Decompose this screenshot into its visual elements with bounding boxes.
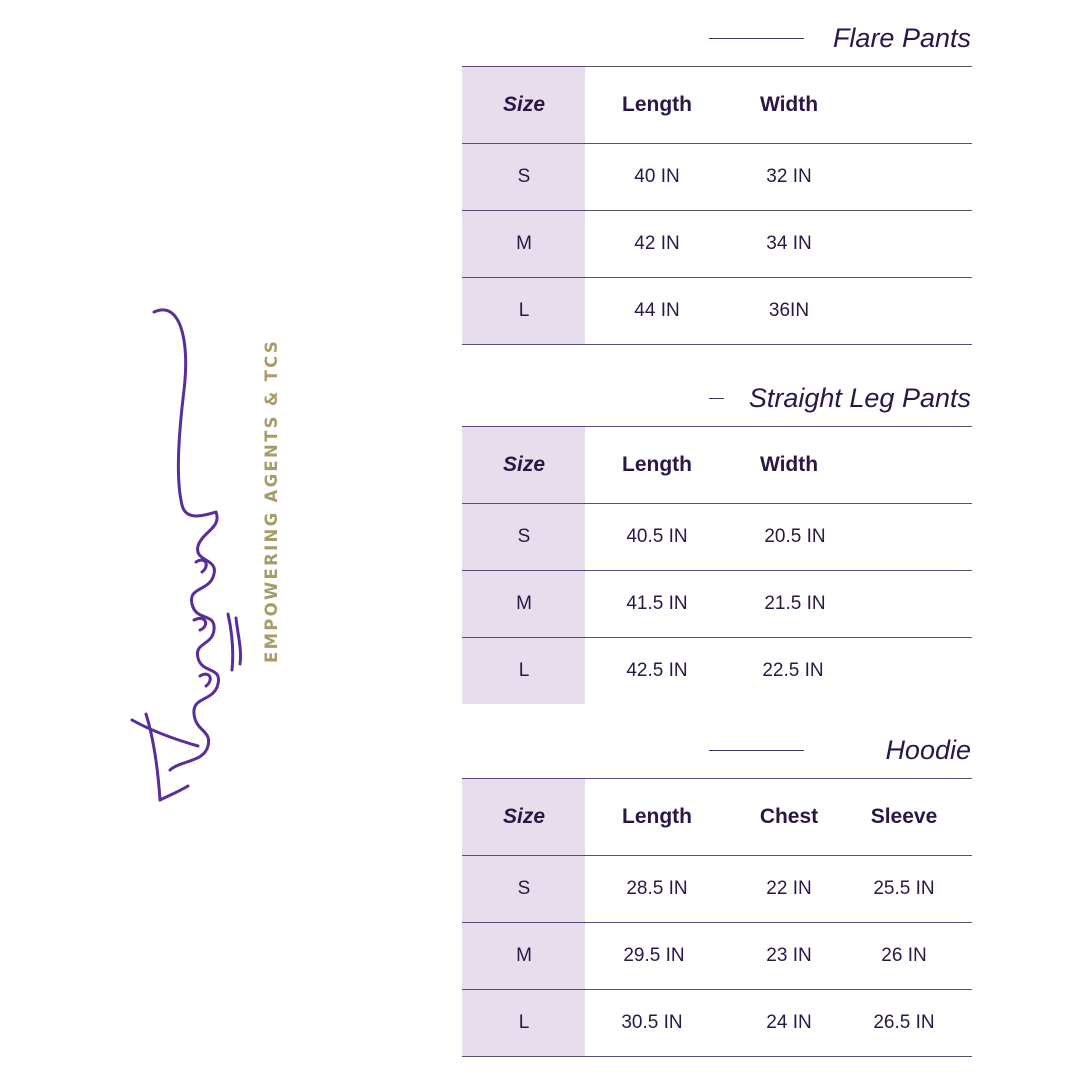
header-width: Width [759, 93, 819, 116]
header-length: Length [622, 93, 692, 116]
size-cell: M [516, 233, 532, 254]
header-width: Width [759, 453, 819, 476]
table-row [462, 990, 972, 1057]
length-cell: 28.5 IN [626, 878, 688, 899]
section-title: Flare Pants [832, 23, 971, 53]
sleeve-cell: 25.5 IN [873, 878, 935, 899]
length-cell: 44 IN [634, 300, 680, 321]
brand-tagline: EMPOWERING AGENTS & TCS [262, 338, 281, 663]
sleeve-cell: 26.5 IN [873, 1012, 935, 1033]
width-cell: 22.5 IN [762, 660, 824, 681]
flare-pants-section [462, 18, 972, 345]
table-header-row [462, 67, 972, 144]
size-table [462, 66, 972, 345]
title-divider [709, 750, 804, 751]
header-length: Length [622, 805, 692, 828]
table-row [462, 211, 972, 278]
width-cell: 32 IN [766, 166, 812, 187]
header-size: Size [502, 93, 546, 116]
table-header-row [462, 779, 972, 856]
length-cell: 30.5 IN [621, 1012, 683, 1033]
table-row [462, 278, 972, 345]
header-chest: Chest [759, 805, 819, 828]
length-cell: 41.5 IN [626, 593, 688, 614]
title-divider [709, 398, 724, 399]
header-sleeve: Sleeve [870, 805, 938, 828]
size-cell: M [516, 945, 532, 966]
header-size: Size [502, 805, 546, 828]
chest-cell: 24 IN [766, 1012, 812, 1033]
chest-cell: 22 IN [766, 878, 812, 899]
chest-cell: 23 IN [766, 945, 812, 966]
header-size: Size [502, 453, 546, 476]
table-row [462, 504, 972, 571]
title-divider [709, 38, 804, 39]
section-title-row [462, 730, 972, 770]
sleeve-cell: 26 IN [881, 945, 927, 966]
table-row [462, 638, 972, 704]
length-cell: 40 IN [634, 166, 680, 187]
size-cell: L [518, 1012, 530, 1033]
width-cell: 20.5 IN [764, 526, 826, 547]
header-length: Length [622, 453, 692, 476]
width-cell: 36IN [768, 300, 810, 321]
size-table [462, 426, 972, 704]
straight-leg-pants-section [462, 378, 972, 704]
size-cell: L [518, 660, 530, 681]
length-cell: 42.5 IN [626, 660, 688, 681]
section-title-row [462, 18, 972, 58]
table-header-row [462, 427, 972, 504]
table-row [462, 923, 972, 990]
width-cell: 34 IN [766, 233, 812, 254]
section-title: Straight Leg Pants [748, 383, 971, 413]
length-cell: 29.5 IN [623, 945, 685, 966]
length-cell: 42 IN [634, 233, 680, 254]
length-cell: 40.5 IN [626, 526, 688, 547]
section-title: Hoodie [885, 735, 971, 765]
size-table [462, 778, 972, 1057]
size-cell: S [517, 878, 531, 899]
size-cell: M [516, 593, 532, 614]
hoodie-section [462, 730, 972, 1057]
width-cell: 21.5 IN [764, 593, 826, 614]
size-cell: S [517, 166, 531, 187]
signature-logo-icon [110, 300, 270, 810]
table-row [462, 144, 972, 211]
size-cell: L [518, 300, 530, 321]
section-title-row [462, 378, 972, 418]
size-cell: S [517, 526, 531, 547]
table-row [462, 856, 972, 923]
table-row [462, 571, 972, 638]
